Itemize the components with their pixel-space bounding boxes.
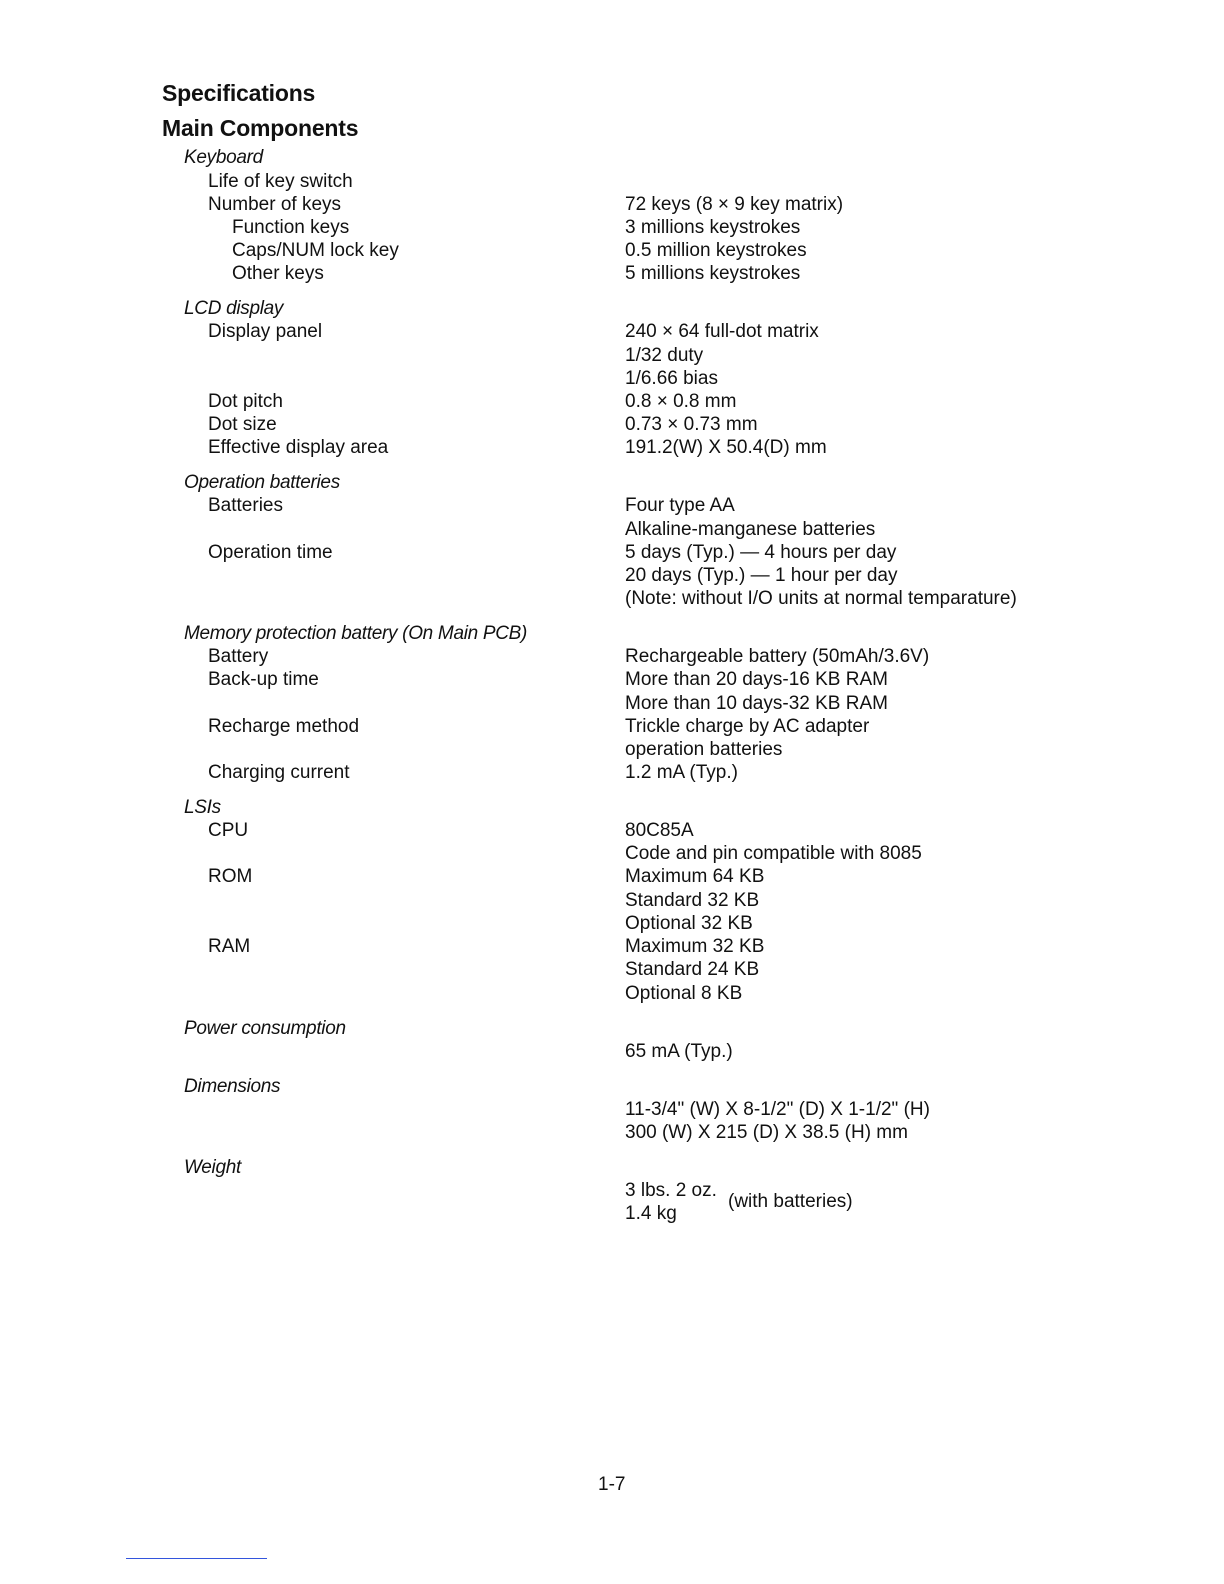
spec-value: operation batteries xyxy=(625,739,783,760)
spec-value: Rechargeable battery (50mAh/3.6V) xyxy=(625,646,930,667)
power-heading: Power consumption xyxy=(184,1018,346,1039)
spec-value: 300 (W) X 215 (D) X 38.5 (H) mm xyxy=(625,1122,908,1143)
spec-label: Charging current xyxy=(208,762,350,783)
spec-value: 1.4 kg xyxy=(625,1203,677,1224)
spec-value: Alkaline-manganese batteries xyxy=(625,519,876,540)
spec-value: 5 days (Typ.) — 4 hours per day xyxy=(625,542,897,563)
spec-label: Back-up time xyxy=(208,669,319,690)
footer-rule xyxy=(126,1558,267,1559)
spec-value: 0.73 × 0.73 mm xyxy=(625,414,758,435)
spec-value: Trickle charge by AC adapter xyxy=(625,716,870,737)
spec-label: Effective display area xyxy=(208,437,389,458)
spec-value: 11-3/4" (W) X 8-1/2" (D) X 1-1/2" (H) xyxy=(625,1099,930,1120)
spec-value: 1/6.66 bias xyxy=(625,368,718,389)
spec-value: 65 mA (Typ.) xyxy=(625,1041,733,1062)
section-title: Main Components xyxy=(162,115,359,141)
lsis-heading: LSIs xyxy=(184,797,221,818)
spec-value: 5 millions keystrokes xyxy=(625,263,801,284)
spec-value: Optional 32 KB xyxy=(625,913,753,934)
spec-value: More than 20 days-16 KB RAM xyxy=(625,669,888,690)
spec-label: Battery xyxy=(208,646,269,667)
batteries-heading: Operation batteries xyxy=(184,472,340,493)
spec-value: 240 × 64 full-dot matrix xyxy=(625,321,819,342)
spec-value: Maximum 64 KB xyxy=(625,866,765,887)
lcd-heading: LCD display xyxy=(184,298,284,319)
spec-value: Maximum 32 KB xyxy=(625,936,765,957)
spec-value: 1.2 mA (Typ.) xyxy=(625,762,738,783)
spec-label: Recharge method xyxy=(208,716,360,737)
page-number: 1-7 xyxy=(598,1474,626,1495)
spec-value: 72 keys (8 × 9 key matrix) xyxy=(625,194,844,215)
dimensions-heading: Dimensions xyxy=(184,1076,281,1097)
spec-label: Other keys xyxy=(232,263,324,284)
spec-label: ROM xyxy=(208,866,253,887)
spec-label: Life of key switch xyxy=(208,171,353,192)
spec-value: Code and pin compatible with 8085 xyxy=(625,843,922,864)
spec-label: Display panel xyxy=(208,321,323,342)
spec-label: Operation time xyxy=(208,542,333,563)
keyboard-heading: Keyboard xyxy=(184,147,263,168)
spec-value: 1/32 duty xyxy=(625,345,704,366)
weight-heading: Weight xyxy=(184,1157,241,1178)
spec-value: (Note: without I/O units at normal temparature) xyxy=(625,588,1017,609)
spec-value: 3 lbs. 2 oz. xyxy=(625,1180,717,1201)
spec-value: Optional 8 KB xyxy=(625,983,743,1004)
spec-value: (with batteries) xyxy=(728,1191,853,1212)
spec-value: 3 millions keystrokes xyxy=(625,217,801,238)
spec-label: Function keys xyxy=(232,217,350,238)
memory-heading: Memory protection battery (On Main PCB) xyxy=(184,623,528,644)
spec-value: More than 10 days-32 KB RAM xyxy=(625,693,888,714)
spec-value: Standard 32 KB xyxy=(625,890,760,911)
spec-label: CPU xyxy=(208,820,249,841)
spec-value: 20 days (Typ.) — 1 hour per day xyxy=(625,565,898,586)
spec-label: Dot pitch xyxy=(208,391,283,412)
spec-label: Number of keys xyxy=(208,194,342,215)
spec-label: Batteries xyxy=(208,495,283,516)
spec-value: 191.2(W) X 50.4(D) mm xyxy=(625,437,827,458)
spec-value: 80C85A xyxy=(625,820,694,841)
spec-value: 0.5 million keystrokes xyxy=(625,240,807,261)
spec-value: Four type AA xyxy=(625,495,735,516)
spec-label: Caps/NUM lock key xyxy=(232,240,399,261)
spec-label: RAM xyxy=(208,936,251,957)
spec-label: Dot size xyxy=(208,414,277,435)
page-title: Specifications xyxy=(162,80,316,106)
spec-value: 0.8 × 0.8 mm xyxy=(625,391,737,412)
spec-value: Standard 24 KB xyxy=(625,959,760,980)
